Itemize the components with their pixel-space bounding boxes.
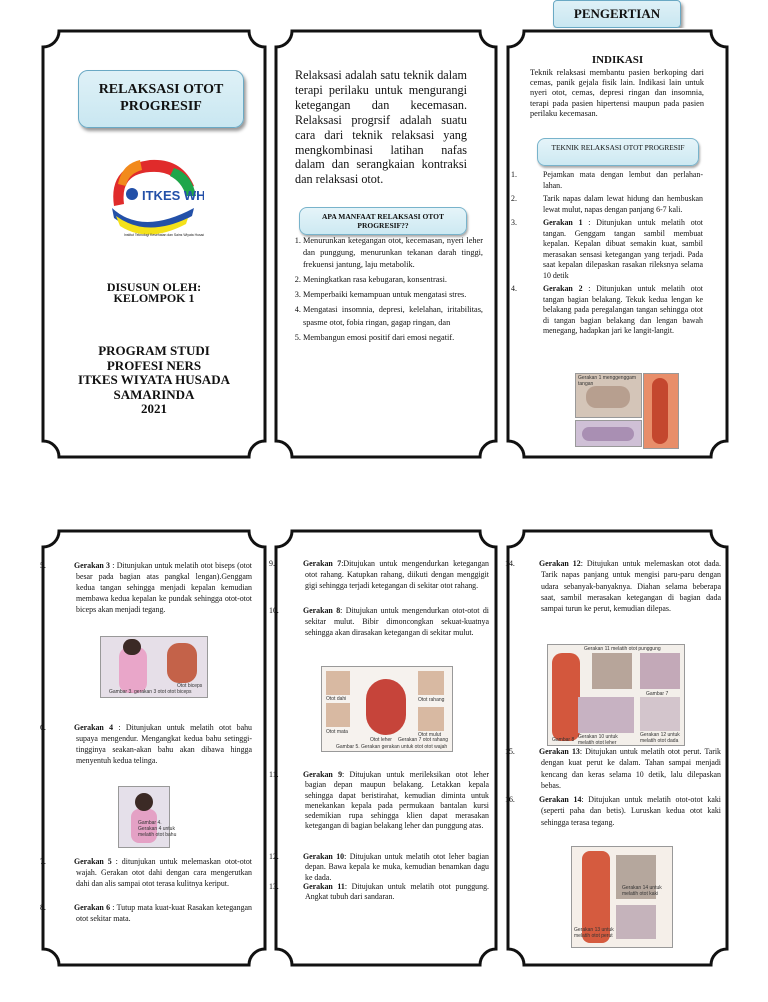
step-10 <box>269 605 489 638</box>
step-15 <box>505 746 721 791</box>
step-number: 1. <box>511 170 517 179</box>
cover-title: RELAKSASI OTOT PROGRESIF <box>98 82 224 114</box>
technique-step <box>511 170 703 191</box>
caption-abdomen: Gerakan 13 untuk melatih otot perut <box>574 927 614 939</box>
step-number: 10. <box>269 606 279 615</box>
step-number: 2. <box>511 194 517 203</box>
step-number: 4. <box>511 284 517 293</box>
step-title: Gerakan 7 <box>303 559 342 568</box>
face-label-4: Otot mulut <box>418 732 442 738</box>
step-text: : Ditujukan untuk melatih otot leher bagian depan. Bawa kepala ke muka, kemudian benamkan dagu ke dada. <box>305 852 489 882</box>
step-title: Gerakan 8 <box>303 606 341 615</box>
technique-step <box>511 194 703 215</box>
step-title: Gerakan 3 <box>74 561 111 570</box>
technique-steps <box>511 170 703 340</box>
institution-name: ITKES WIYATA HUSADA <box>78 372 230 387</box>
step-text: Pejamkan mata dengan lembut dan perlahan-lahan. <box>543 170 703 190</box>
caption-leg: Gerakan 14 untuk melatih otot kaki <box>622 885 662 897</box>
indikasi-panel <box>505 28 730 460</box>
year: 2021 <box>141 401 167 416</box>
benefits-title: APA MANFAAT RELAKSASI OTOT PROGRESIF?? <box>321 212 445 230</box>
step-title: Gerakan 12 <box>539 559 581 568</box>
step-8 <box>40 902 252 924</box>
step-title: Gerakan 9 <box>303 770 343 779</box>
indikasi-text: Teknik relaksasi membantu pasien berkoping dari cemas, panik gejala fisik lain. Indikasi lain untuk nyeri otot, cemas, depresi ringan dan insomnia, terapi pada pasien hipertensi maupun pada pasien perilaku kecemasan. <box>530 68 704 118</box>
step-number: 3. <box>511 218 517 227</box>
panel-gerakan-3-6 <box>40 528 268 968</box>
caption-chest: Gerakan 12 untuk melatih otot dada <box>640 732 680 744</box>
caption-g8: Gambar 8 <box>552 737 575 743</box>
step-14 <box>505 558 721 614</box>
step-text: : Ditunjukan untuk melatih otot tangan. Genggam tangan sambil membuat kepalan. Kepalan dibuat semakin kuat, sambil merasakan sensasi ketegangan yang terjadi. Pada saat kepalan dilepaskan rasakan rileksnya selama 10 detik <box>543 218 703 280</box>
prepared-by: DISUSUN OLEH: <box>106 280 202 294</box>
step-text: : ditunjukan untuk melemaskan otot-otot wajah. Gerakan otot dahi dengan cara mengerutkan dahi dan alis sampai otot terasa kulitnya keriput. <box>76 857 252 889</box>
benefits-list <box>289 235 483 347</box>
step-number: 15. <box>505 747 515 756</box>
step-title: Gerakan 14 <box>539 795 582 804</box>
step-title: Gerakan 13 <box>539 747 580 756</box>
benefits-title-box <box>299 207 467 235</box>
step-title: Gerakan 10 <box>303 852 345 861</box>
step-number: 6. <box>40 723 46 732</box>
step-text: : Ditujukan untuk melatih otot punggung. Angkat tubuh dari sandaran. <box>305 882 489 902</box>
step-9 <box>269 558 489 591</box>
step-title: Gerakan 4 <box>74 723 114 732</box>
indikasi-title: INDIKASI <box>591 54 644 66</box>
gerakan-1-photo <box>575 373 642 418</box>
step-number: 11. <box>269 770 279 779</box>
tab-label: PENGERTIAN <box>573 6 661 21</box>
step-number: 12. <box>269 852 279 861</box>
program-line1: PROGRAM STUDI <box>98 343 210 358</box>
step-13 <box>269 882 489 903</box>
step-text: : Ditujukan untuk melemaskan otot dada. Tarik napas panjang untuk mengisi paru-paru dengan udara sebanyak-banyaknya. Diahan selama beberapa saat, sambil merasakan ketegangan di bagian dada sampai turun ke perut, kemudian dilepas. <box>541 559 721 614</box>
definition-panel <box>273 28 499 460</box>
technique-title-box <box>537 138 699 166</box>
definition-text: Relaksasi adalah satu teknik dalam terapi perilaku untuk mengurangi ketegangan dan kecemasan. Relaksasi progrsif adalah suatu cara dari teknik relaksasi yang mengkombinasi latihan nafas dalam dan serangkaian kontraksi dan relaksasi otot. <box>295 68 467 187</box>
step-text: :Ditujukan untuk mengendurkan ketegangan otot rahang. Katupkan rahang, diikuti dengan menggigit gigi sehingga terjadi ketegangan di sekitar otot rahang. <box>305 559 489 590</box>
face-label-6: Gerakan 7 otot rahang <box>398 737 449 743</box>
step-text: : Ditunjukan untuk melatih otot biseps (otot besar pada bagian atas pangkal lengan).Genggam kedua tangan sehingga menjadi kepalan kemudian membawa kedua kepalan ke pundak sehingga otot-otot biceps akan menjadi tegang. <box>76 561 252 615</box>
step-title: Gerakan 1 <box>543 218 583 227</box>
step-text: : Ditunjukan untuk melatih otot tangan bagian belakang. Tekuk kedua lengan ke belakang pada peregalangan tangan sehingga otot di tangan bagian belakang dan lengan bawah menegang, hadapkan jari ke langit-langit. <box>543 284 703 335</box>
list-item: 1. Menurunkan ketegangan otot, kecemasan, nyeri leher dan punggung, menurunkan tekanan darah tinggi, frekuensi jantung, laju metabolik. <box>303 235 483 271</box>
step-5 <box>40 560 252 615</box>
step-text: Tarik napas dalam lewat hidung dan hembuskan lewat mulut, napas dengan panjang 6-7 kali. <box>543 194 703 214</box>
face-label-2: Otot mata <box>326 729 348 735</box>
step-title: Gerakan 5 <box>74 857 112 866</box>
cover-panel <box>40 28 268 460</box>
step-number: 5. <box>40 561 46 570</box>
list-item: 5. Membangun emosi positif dari emosi negatif. <box>303 332 483 344</box>
step-text: : Ditujukan untuk melatih otot perut. Tarik dengan kuat perut ke dalam. Tahan sampai menjadi kencang dan keras selama 10 detik, lalu dilepaskan bebas. <box>541 747 721 790</box>
itkes-logo <box>102 146 204 244</box>
step-7 <box>40 856 252 889</box>
technique-title: TEKNIK RELAKSASI OTOT PROGRESIF <box>551 143 685 152</box>
leg-figure <box>571 846 673 948</box>
step-title: Gerakan 6 <box>74 903 111 912</box>
face-label-5: Otot leher <box>370 737 392 743</box>
panel-gerakan-7-11 <box>269 528 499 968</box>
caption-g7: Gambar 7 <box>646 691 669 697</box>
panel-gerakan-12-14 <box>505 528 730 968</box>
step-number: 14. <box>505 559 515 568</box>
step-6 <box>40 722 252 766</box>
list-item: 4. Mengatasi insomnia, depresi, kelelahan, iritabilitas, spasme otot, fobia ringan, gagap ringan, dan <box>303 304 483 328</box>
gerakan-2-photo <box>575 420 642 447</box>
face-muscles-figure <box>321 666 453 752</box>
step-number: 7. <box>40 857 46 866</box>
caption-gerakan-3: Gambar 3. gerakan 3 otot otot biceps <box>109 689 192 695</box>
photo-caption: Gerakan 1 menggenggam tangan <box>578 375 637 387</box>
caption-face: Gambar 5. Gerakan gerakan untuk otot otot wajah <box>336 744 448 750</box>
prepared-by-block <box>40 282 268 304</box>
gerakan-3-photo <box>100 636 208 698</box>
step-text: : Ditujukan untuk melatih otot-otot kaki (seperti paha dan betis). Luruskan kedua otot kaki sehingga terasa tegang. <box>541 795 721 827</box>
step-number: 16. <box>505 795 515 804</box>
technique-step <box>511 218 703 281</box>
face-label-3: Otot rahang <box>418 697 445 703</box>
cover-title-box <box>78 70 244 128</box>
step-number: 13. <box>269 882 279 891</box>
step-text: : Ditunjukan untuk melatih otot bahu supaya mengendur. Mengangkat kedua bahu setinggi-tingginya seakan-akan bahu akan dibawa hingga menyentuh kedua telinga. <box>76 723 252 766</box>
step-16 <box>505 794 721 828</box>
list-item: 2. Meningkatkan rasa kebugaran, konsentrasi. <box>303 274 483 286</box>
step-text: : Ditujukan untuk merileksikan otot leher bagian depan maupun belakang. Letakkan kepala sehingga dapat beristirahat, kemudian diminta untuk menekankan kepala pada permukaan bantalan kursi sedemikian rupa sehingga klien dapat merasakan ketegangan di bagian belakang leher dan punggung atas. <box>305 770 489 831</box>
arm-anatomy-image <box>643 373 679 449</box>
step-11 <box>269 770 489 832</box>
step-12 <box>269 852 489 883</box>
technique-step <box>511 284 703 337</box>
program-line2: PROFESI NERS <box>106 357 202 373</box>
face-label-1: Otot dahi <box>326 696 347 702</box>
step-title: Gerakan 2 <box>543 284 583 293</box>
city-name: SAMARINDA <box>113 386 195 402</box>
institution-block <box>40 344 268 417</box>
caption-back: Gerakan 11 melatih otot punggung <box>584 646 661 652</box>
list-item: 3. Memperbaiki kemampuan untuk mengatasi stres. <box>303 289 483 301</box>
group-name: KELOMPOK 1 <box>113 291 195 305</box>
step-number: 9. <box>269 559 275 568</box>
step-title: Gerakan 11 <box>303 882 345 891</box>
step-number: 8. <box>40 903 46 912</box>
tab-pengertian <box>553 0 681 28</box>
caption-gerakan-4: Gambar 4. Gerakan 4 untuk melatih otot bahu <box>138 820 177 838</box>
step-text: : Tutup mata kuat-kuat Rasakan ketegangan otot sekitar mata. <box>76 903 252 924</box>
logo-arc-text: Institut Teknologi Kesehatan dan Sains Wiyata Husa <box>124 233 203 237</box>
step-text: : Ditujukan untuk mengendurkan otot-otot di sekitar mulut. Bibir dimoncongkan sekuat-kuatnya sehingga akan dirasakan ketegangan di sekitar mulut. <box>305 606 489 637</box>
logo-text: ITKES WH <box>142 188 204 203</box>
gerakan-4-photo <box>118 786 170 848</box>
caption-neck: Gerakan 10 untuk melatih otot leher <box>578 734 618 746</box>
back-chest-figure <box>547 644 685 746</box>
biceps-label: Otot biceps <box>177 683 203 689</box>
